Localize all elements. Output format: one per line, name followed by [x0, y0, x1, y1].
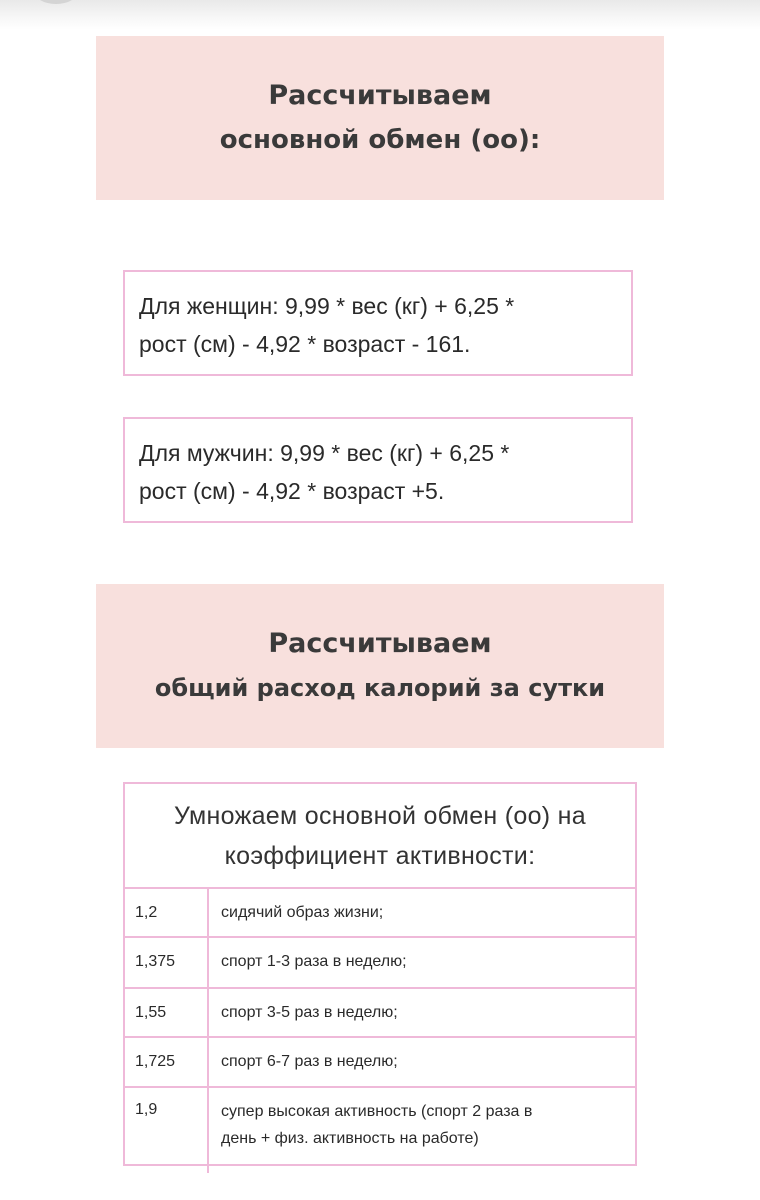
- activity-description-line1: супер высокая активность (спорт 2 раза в: [221, 1103, 533, 1120]
- formula-men: [123, 417, 633, 523]
- activity-description: спорт 1-3 раза в неделю;: [221, 953, 407, 970]
- coefficient-value: 1,725: [125, 1038, 209, 1086]
- table-row: [125, 1088, 635, 1173]
- activity-coefficient-table: [123, 782, 637, 1166]
- table-header-line2: коэффициент активности:: [224, 841, 536, 870]
- formula-women: [123, 270, 633, 376]
- formula-women-line1: Для женщин: 9,99 * вес (кг) + 6,25 *: [139, 293, 515, 319]
- formula-men-line1: Для мужчин: 9,99 * вес (кг) + 6,25 *: [139, 440, 510, 466]
- section-title-line2: общий расход калорий за сутки: [154, 674, 606, 702]
- activity-description-line2: день + физ. активность на работе): [221, 1130, 479, 1147]
- table-row: [125, 889, 635, 938]
- activity-description: спорт 3-5 раз в неделю;: [221, 1004, 398, 1021]
- coefficient-value: 1,55: [125, 989, 209, 1036]
- formula-men-line2: рост (см) - 4,92 * возраст +5.: [139, 478, 445, 504]
- section-title-line2: основной обмен (оо):: [219, 125, 541, 155]
- table-row: [125, 938, 635, 989]
- table-header: [125, 784, 635, 889]
- section-title-basal-metabolism: [96, 36, 664, 200]
- formula-women-line2: рост (см) - 4,92 * возраст - 161.: [139, 331, 471, 357]
- section-title-line1: Рассчитываем: [268, 628, 492, 659]
- coefficient-value: 1,375: [125, 938, 209, 987]
- section-title-line1: Рассчитываем: [268, 80, 492, 111]
- activity-description: [209, 1088, 635, 1173]
- section-title-daily-calories: [96, 584, 664, 748]
- table-row: [125, 989, 635, 1038]
- top-fade: [0, 0, 760, 30]
- coefficient-value: 1,2: [125, 889, 209, 936]
- activity-description: сидячий образ жизни;: [221, 904, 384, 921]
- coefficient-value: 1,9: [125, 1088, 209, 1173]
- table-header-line1: Умножаем основной обмен (оо) на: [174, 801, 586, 830]
- table-row: [125, 1038, 635, 1088]
- activity-description: спорт 6-7 раз в неделю;: [221, 1053, 398, 1070]
